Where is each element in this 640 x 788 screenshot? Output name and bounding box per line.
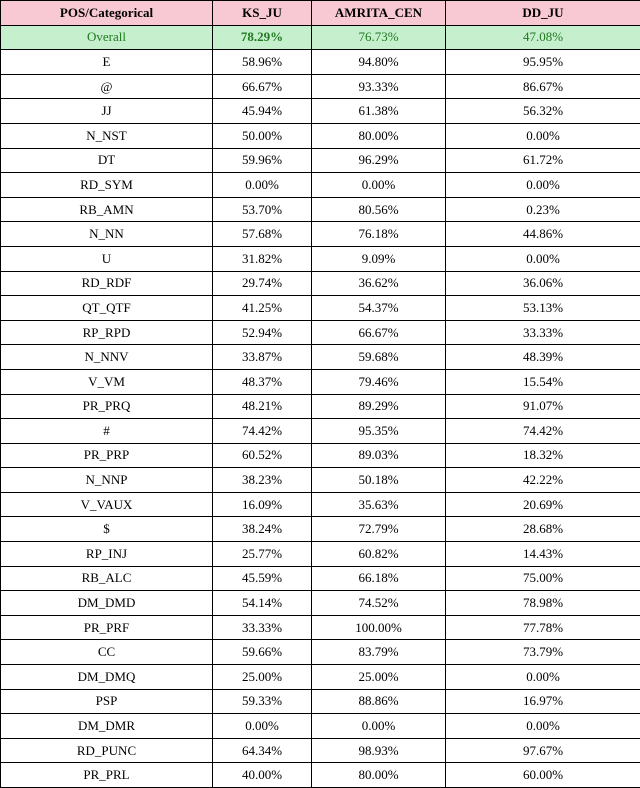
- amrita-cen-cell: 36.62%: [312, 271, 446, 296]
- table-row: [1, 296, 640, 321]
- table-row: [1, 542, 640, 567]
- pos-tag-cell: N_NST: [1, 123, 213, 148]
- amrita-cen-cell: 35.63%: [312, 492, 446, 517]
- dd-ju-cell: 28.68%: [446, 517, 640, 542]
- dd-ju-cell: 18.32%: [446, 443, 640, 468]
- ks-ju-cell: 33.33%: [213, 615, 312, 640]
- dd-ju-cell: 0.23%: [446, 197, 640, 222]
- ks-ju-cell: 0.00%: [213, 714, 312, 739]
- pos-tag-cell: E: [1, 50, 213, 75]
- amrita-cen-cell: 94.80%: [312, 50, 446, 75]
- dd-ju-cell: 91.07%: [446, 394, 640, 419]
- table-row: [1, 689, 640, 714]
- pos-tag-cell: CC: [1, 640, 213, 665]
- pos-tag-cell: RP_INJ: [1, 542, 213, 567]
- amrita-cen-cell: 100.00%: [312, 615, 446, 640]
- pos-tag-cell: N_NN: [1, 222, 213, 247]
- overall-amrita-cen: 76.73%: [312, 25, 446, 50]
- ks-ju-cell: 60.52%: [213, 443, 312, 468]
- amrita-cen-cell: 59.68%: [312, 345, 446, 370]
- dd-ju-cell: 78.98%: [446, 591, 640, 616]
- amrita-cen-cell: 72.79%: [312, 517, 446, 542]
- amrita-cen-cell: 88.86%: [312, 689, 446, 714]
- pos-tag-cell: V_VM: [1, 369, 213, 394]
- amrita-cen-cell: 9.09%: [312, 246, 446, 271]
- dd-ju-cell: 73.79%: [446, 640, 640, 665]
- table-row: [1, 714, 640, 739]
- ks-ju-cell: 64.34%: [213, 738, 312, 763]
- dd-ju-cell: 0.00%: [446, 714, 640, 739]
- table-row: [1, 74, 640, 99]
- amrita-cen-cell: 80.00%: [312, 763, 446, 788]
- pos-tag-cell: $: [1, 517, 213, 542]
- table-row: [1, 320, 640, 345]
- table-row: [1, 394, 640, 419]
- table-row: [1, 615, 640, 640]
- dd-ju-cell: 53.13%: [446, 296, 640, 321]
- ks-ju-cell: 53.70%: [213, 197, 312, 222]
- table-row: [1, 419, 640, 444]
- ks-ju-cell: 59.33%: [213, 689, 312, 714]
- table-row: [1, 566, 640, 591]
- amrita-cen-cell: 80.56%: [312, 197, 446, 222]
- pos-tag-cell: JJ: [1, 99, 213, 124]
- amrita-cen-cell: 66.18%: [312, 566, 446, 591]
- ks-ju-cell: 45.59%: [213, 566, 312, 591]
- pos-tag-cell: DM_DMR: [1, 714, 213, 739]
- dd-ju-cell: 0.00%: [446, 665, 640, 690]
- ks-ju-cell: 33.87%: [213, 345, 312, 370]
- dd-ju-cell: 75.00%: [446, 566, 640, 591]
- table-body: [1, 25, 640, 787]
- dd-ju-cell: 95.95%: [446, 50, 640, 75]
- table-row: [1, 345, 640, 370]
- ks-ju-cell: 0.00%: [213, 173, 312, 198]
- table-row: [1, 148, 640, 173]
- dd-ju-cell: 77.78%: [446, 615, 640, 640]
- amrita-cen-cell: 83.79%: [312, 640, 446, 665]
- pos-tag-cell: DM_DMD: [1, 591, 213, 616]
- pos-tag-cell: PR_PRP: [1, 443, 213, 468]
- ks-ju-cell: 74.42%: [213, 419, 312, 444]
- pos-tag-cell: #: [1, 419, 213, 444]
- amrita-cen-cell: 74.52%: [312, 591, 446, 616]
- dd-ju-cell: 60.00%: [446, 763, 640, 788]
- amrita-cen-cell: 0.00%: [312, 714, 446, 739]
- dd-ju-cell: 36.06%: [446, 271, 640, 296]
- ks-ju-cell: 59.96%: [213, 148, 312, 173]
- dd-ju-cell: 61.72%: [446, 148, 640, 173]
- dd-ju-cell: 0.00%: [446, 246, 640, 271]
- table-row: [1, 640, 640, 665]
- ks-ju-cell: 41.25%: [213, 296, 312, 321]
- amrita-cen-cell: 89.03%: [312, 443, 446, 468]
- table-row: [1, 665, 640, 690]
- pos-tag-cell: V_VAUX: [1, 492, 213, 517]
- table-row: [1, 591, 640, 616]
- ks-ju-cell: 48.37%: [213, 369, 312, 394]
- dd-ju-cell: 42.22%: [446, 468, 640, 493]
- pos-tag-cell: PSP: [1, 689, 213, 714]
- ks-ju-cell: 38.23%: [213, 468, 312, 493]
- amrita-cen-cell: 89.29%: [312, 394, 446, 419]
- dd-ju-cell: 16.97%: [446, 689, 640, 714]
- ks-ju-cell: 54.14%: [213, 591, 312, 616]
- table-header: [1, 1, 640, 26]
- amrita-cen-cell: 95.35%: [312, 419, 446, 444]
- table-row: [1, 271, 640, 296]
- header-row: [1, 1, 640, 26]
- pos-tag-cell: RD_RDF: [1, 271, 213, 296]
- dd-ju-cell: 33.33%: [446, 320, 640, 345]
- amrita-cen-cell: 80.00%: [312, 123, 446, 148]
- table-row: [1, 222, 640, 247]
- dd-ju-cell: 74.42%: [446, 419, 640, 444]
- ks-ju-cell: 50.00%: [213, 123, 312, 148]
- dd-ju-cell: 14.43%: [446, 542, 640, 567]
- table-row: [1, 443, 640, 468]
- overall-label: Overall: [1, 25, 213, 50]
- pos-tag-cell: RB_AMN: [1, 197, 213, 222]
- amrita-cen-cell: 98.93%: [312, 738, 446, 763]
- dd-ju-cell: 97.67%: [446, 738, 640, 763]
- table-row: [1, 246, 640, 271]
- dd-ju-cell: 48.39%: [446, 345, 640, 370]
- pos-tag-cell: RB_ALC: [1, 566, 213, 591]
- amrita-cen-cell: 66.67%: [312, 320, 446, 345]
- header-pos-categorical: POS/Categorical: [1, 1, 213, 26]
- pos-tag-cell: RD_PUNC: [1, 738, 213, 763]
- table-row: [1, 369, 640, 394]
- pos-tag-cell: DM_DMQ: [1, 665, 213, 690]
- dd-ju-cell: 0.00%: [446, 123, 640, 148]
- pos-tag-cell: QT_QTF: [1, 296, 213, 321]
- ks-ju-cell: 31.82%: [213, 246, 312, 271]
- dd-ju-cell: 56.32%: [446, 99, 640, 124]
- table-row: [1, 763, 640, 788]
- table-row: [1, 468, 640, 493]
- pos-tag-cell: U: [1, 246, 213, 271]
- dd-ju-cell: 86.67%: [446, 74, 640, 99]
- header-dd-ju: DD_JU: [446, 1, 640, 26]
- table-row: [1, 123, 640, 148]
- table-row: [1, 738, 640, 763]
- ks-ju-cell: 40.00%: [213, 763, 312, 788]
- table-row: [1, 173, 640, 198]
- ks-ju-cell: 48.21%: [213, 394, 312, 419]
- header-amrita-cen: AMRITA_CEN: [312, 1, 446, 26]
- ks-ju-cell: 57.68%: [213, 222, 312, 247]
- amrita-cen-cell: 96.29%: [312, 148, 446, 173]
- ks-ju-cell: 52.94%: [213, 320, 312, 345]
- pos-tag-cell: PR_PRF: [1, 615, 213, 640]
- dd-ju-cell: 44.86%: [446, 222, 640, 247]
- amrita-cen-cell: 61.38%: [312, 99, 446, 124]
- amrita-cen-cell: 0.00%: [312, 173, 446, 198]
- overall-row: [1, 25, 640, 50]
- ks-ju-cell: 29.74%: [213, 271, 312, 296]
- pos-tag-cell: DT: [1, 148, 213, 173]
- table-row: [1, 99, 640, 124]
- ks-ju-cell: 59.66%: [213, 640, 312, 665]
- pos-tag-cell: PR_PRL: [1, 763, 213, 788]
- ks-ju-cell: 38.24%: [213, 517, 312, 542]
- pos-tag-cell: N_NNV: [1, 345, 213, 370]
- amrita-cen-cell: 60.82%: [312, 542, 446, 567]
- ks-ju-cell: 16.09%: [213, 492, 312, 517]
- amrita-cen-cell: 93.33%: [312, 74, 446, 99]
- table-row: [1, 492, 640, 517]
- amrita-cen-cell: 50.18%: [312, 468, 446, 493]
- ks-ju-cell: 45.94%: [213, 99, 312, 124]
- ks-ju-cell: 66.67%: [213, 74, 312, 99]
- pos-tag-cell: RP_RPD: [1, 320, 213, 345]
- dd-ju-cell: 0.00%: [446, 173, 640, 198]
- dd-ju-cell: 20.69%: [446, 492, 640, 517]
- overall-dd-ju: 47.08%: [446, 25, 640, 50]
- ks-ju-cell: 25.77%: [213, 542, 312, 567]
- table-row: [1, 517, 640, 542]
- ks-ju-cell: 25.00%: [213, 665, 312, 690]
- overall-ks-ju: 78.29%: [213, 25, 312, 50]
- header-ks-ju: KS_JU: [213, 1, 312, 26]
- amrita-cen-cell: 25.00%: [312, 665, 446, 690]
- table-row: [1, 50, 640, 75]
- amrita-cen-cell: 54.37%: [312, 296, 446, 321]
- pos-tag-cell: PR_PRQ: [1, 394, 213, 419]
- dd-ju-cell: 15.54%: [446, 369, 640, 394]
- amrita-cen-cell: 76.18%: [312, 222, 446, 247]
- pos-tag-cell: N_NNP: [1, 468, 213, 493]
- table-row: [1, 197, 640, 222]
- amrita-cen-cell: 79.46%: [312, 369, 446, 394]
- pos-tag-cell: RD_SYM: [1, 173, 213, 198]
- pos-tag-cell: @: [1, 74, 213, 99]
- ks-ju-cell: 58.96%: [213, 50, 312, 75]
